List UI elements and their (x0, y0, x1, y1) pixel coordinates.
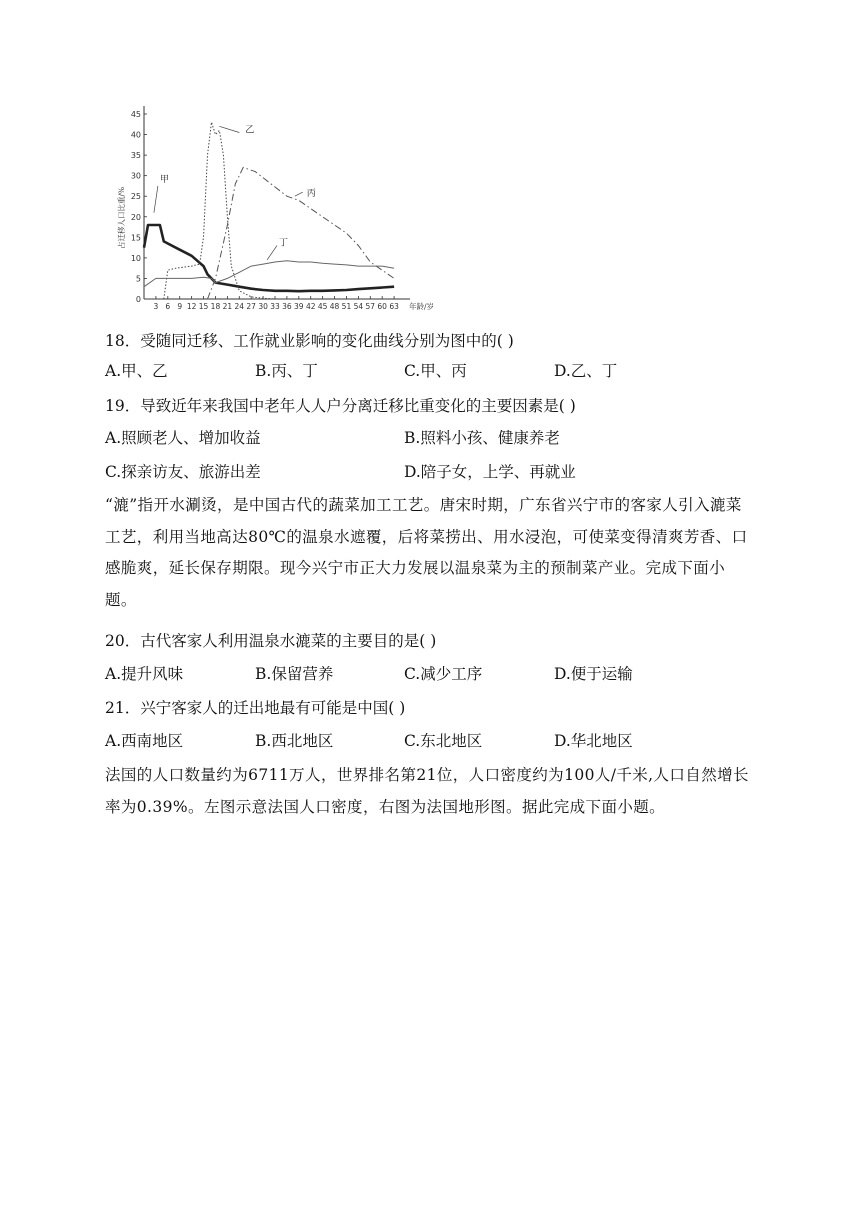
q19-option-a: A.照顾老人、增加收益 (105, 429, 261, 447)
series-line-3 (144, 261, 394, 287)
x-tick-label: 15 (198, 302, 209, 311)
series-line-0 (144, 225, 394, 291)
q21-option-a: A.西南地区 (105, 732, 184, 750)
series-label: 乙 (245, 125, 255, 136)
x-tick-label: 12 (186, 302, 197, 311)
chart-series (144, 122, 394, 299)
x-tick-label: 21 (222, 302, 233, 311)
y-tick-label: 40 (130, 130, 141, 140)
label-leader-line (267, 246, 277, 260)
x-tick-label: 27 (246, 302, 256, 311)
q20-option-c: C.减少工序 (404, 665, 483, 683)
y-axis-label: 占迁移人口比重/% (117, 186, 126, 249)
q20-option-a: A.提升风味 (105, 665, 184, 683)
x-tick-label: 33 (270, 302, 280, 311)
series-label: 甲 (159, 174, 169, 185)
series-line-1 (144, 122, 275, 299)
y-tick-label: 10 (130, 253, 141, 263)
x-axis-label: 年龄/岁 (409, 302, 435, 311)
y-tick-label: 20 (130, 212, 141, 222)
x-tick-label: 60 (377, 302, 387, 311)
q20-option-b: B.保留营养 (255, 665, 334, 683)
question-18-stem: 18．受随同迁移、工作就业影响的变化曲线分别为图中的( ) (105, 332, 514, 350)
q20-option-d: D.便于运输 (554, 665, 633, 683)
q21-option-d: D.华北地区 (554, 732, 633, 750)
x-tick-label: 30 (258, 302, 268, 311)
passage-hakka-vegetables: “漉”指开水涮烫，是中国古代的蔬菜加工工艺。唐宋时期，广东省兴宁市的客家人引入漉菜工艺，利用当地高达80℃的温泉水遮覆，后将菜捞出、用水浸泡，可使菜变得清爽芳香、口感脆爽，延长保存期限。现今兴宁市正大力发展以温泉菜为主的预制菜产业。完成下面小题。 (105, 496, 748, 609)
y-tick-label: 35 (130, 151, 141, 161)
q18-option-a: A.甲、乙 (105, 362, 168, 380)
series-label: 丁 (278, 238, 288, 249)
y-tick-label: 15 (130, 233, 141, 243)
q18-option-d: D.乙、丁 (554, 362, 618, 380)
x-tick-label: 24 (234, 302, 245, 311)
x-tick-label: 6 (165, 302, 171, 311)
question-19-stem: 19．导致近年来我国中老年人人户分离迁移比重变化的主要因素是( ) (105, 397, 576, 415)
x-tick-label: 39 (294, 302, 304, 311)
series-label: 丙 (306, 189, 316, 200)
label-leader-line (154, 186, 158, 213)
q19-option-b: B.照料小孩、健康养老 (404, 429, 560, 447)
q21-option-c: C.东北地区 (404, 732, 483, 750)
x-tick-label: 48 (329, 302, 340, 311)
y-tick-label: 45 (130, 110, 141, 119)
y-tick-label: 5 (135, 274, 141, 284)
x-tick-label: 3 (153, 302, 159, 311)
chart-labels (154, 125, 316, 260)
x-tick-label: 18 (210, 302, 221, 311)
question-20-stem: 20．古代客家人利用温泉水漉菜的主要目的是( ) (105, 632, 437, 650)
y-tick-label: 25 (130, 192, 141, 202)
chart-axes (116, 106, 434, 311)
x-tick-label: 9 (177, 302, 183, 311)
x-tick-label: 42 (305, 302, 316, 311)
x-tick-label: 54 (353, 302, 364, 311)
x-tick-label: 63 (389, 302, 399, 311)
migration-age-chart (108, 100, 448, 320)
q19-option-c: C.探亲访友、旅游出差 (105, 463, 261, 481)
y-tick-label: 0 (135, 295, 141, 304)
label-leader-line (295, 192, 303, 196)
passage-france-population: 法国的人口数量约为6711万人，世界排名第21位，人口密度约为100人/千米,人口自然增长率为0.39%。左图示意法国人口密度，右图为法国地形图。据此完成下面小题。 (105, 766, 749, 816)
y-tick-label: 30 (130, 171, 141, 181)
label-leader-line (219, 126, 239, 132)
q18-option-c: C.甲、丙 (404, 362, 467, 380)
x-tick-label: 51 (341, 302, 352, 311)
q18-option-b: B.丙、丁 (255, 362, 318, 380)
x-tick-label: 36 (282, 302, 292, 311)
q21-option-b: B.西北地区 (255, 732, 334, 750)
q19-option-d: D.陪子女，上学、再就业 (404, 463, 576, 481)
question-21-stem: 21．兴宁客家人的迁出地最有可能是中国( ) (105, 699, 406, 717)
x-tick-label: 45 (317, 302, 328, 311)
x-tick-label: 57 (365, 302, 376, 311)
